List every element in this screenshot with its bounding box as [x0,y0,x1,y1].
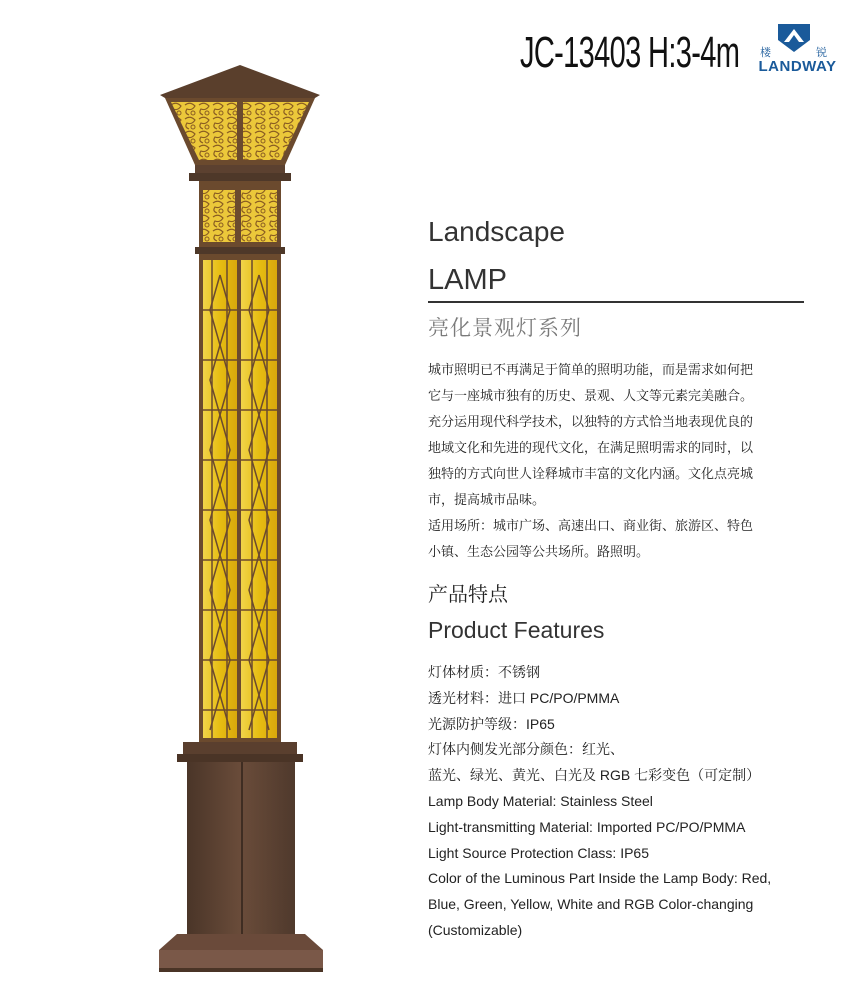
logo-cn-left: 楼 [760,46,771,59]
intro-line: 它与一座城市独有的历史、景观、人文等元素完美融合。 [428,389,754,404]
landway-logo-icon [750,20,845,80]
title-lamp: LAMP [428,264,507,296]
spec-line: 灯体材质：不锈钢 [428,664,540,680]
intro-line: 充分运用现代科学技术，以独特的方式恰当地表现优良的 [428,415,754,430]
title-landscape: Landscape [428,216,566,247]
logo-text: LANDWAY [758,58,837,75]
spec-line: 透光材料：进口 PC/PO/PMMA [428,689,620,706]
spec-line: (Customizable) [428,921,523,938]
title-divider [428,301,804,303]
spec-line: Light-transmitting Material: Imported PC/PO/PMMA [428,818,746,835]
intro-line: 适用场所：城市广场、高速出口、商业街、旅游区、特色 [428,519,754,534]
intro-line: 地域文化和先进的现代文化，在满足照明需求的同时，以 [428,441,754,456]
intro-text [428,358,828,566]
intro-line: 市，提高城市品味。 [428,493,546,508]
spec-list [428,660,848,944]
spec-line: 灯体内侧发光部分颜色：红光、 [428,741,624,758]
features-heading-en: Product Features [428,617,605,643]
spec-line: Color of the Luminous Part Inside the Lamp Body: Red, [428,870,772,887]
intro-line: 独特的方式向世人诠释城市丰富的文化内涵。文化点亮城 [428,467,754,482]
intro-line: 小镇、生态公园等公共场所。路照明。 [428,545,650,560]
spec-line: 蓝光、绿光、黄光、白光及 RGB 七彩变色（可定制） [428,767,761,784]
landscape-lamp-image [155,60,335,980]
features-heading-cn: 产品特点 [428,582,508,606]
spec-line: Blue, Green, Yellow, White and RGB Color-changing [428,896,754,913]
title-chinese: 亮化景观灯系列 [428,316,582,340]
logo-mark-icon [776,20,812,54]
intro-line: 城市照明已不再满足于简单的照明功能，而是需求如何把 [428,363,754,378]
spec-line: Light Source Protection Class: IP65 [428,844,650,861]
model-number: JC-13403 H:3-4m [520,28,740,77]
logo-cn-right: 锐 [816,46,827,59]
spec-line: Lamp Body Material: Stainless Steel [428,792,653,809]
spec-line: 光源防护等级：IP65 [428,715,555,732]
